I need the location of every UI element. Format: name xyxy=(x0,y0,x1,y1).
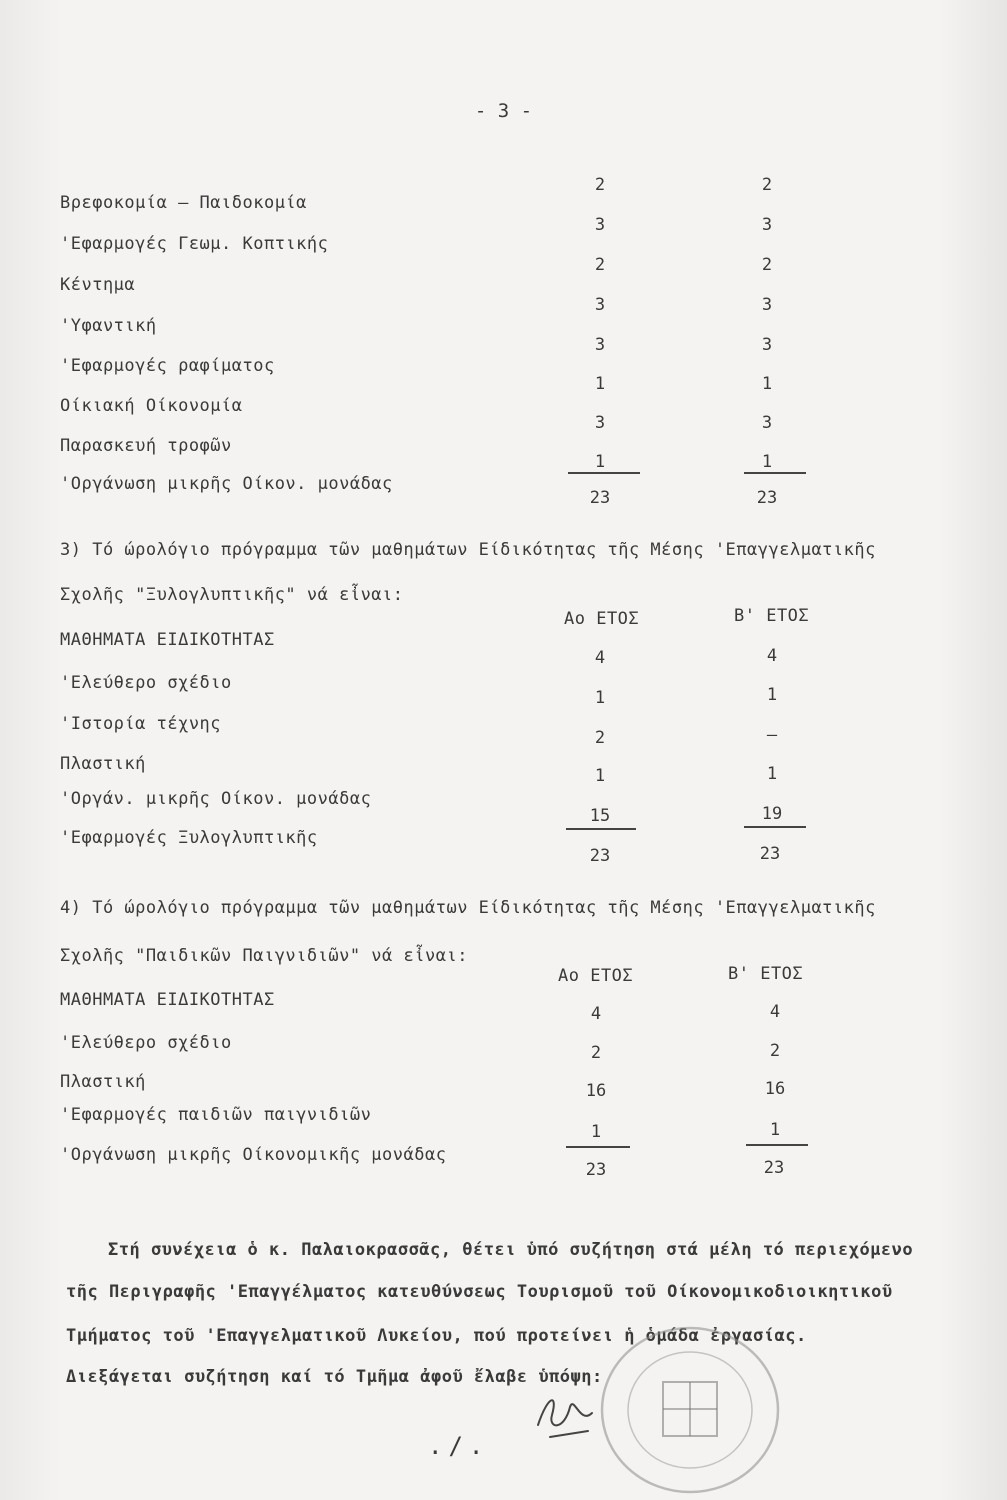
page-number: - 3 - xyxy=(474,100,533,122)
value-year-a: 1 xyxy=(594,374,606,394)
value-year-a: 3 xyxy=(594,295,606,315)
value-year-a: 1 xyxy=(590,1122,602,1142)
column-header-year-a: Αο ΕΤΟΣ xyxy=(564,609,640,629)
row-label: 'Εφαρμογές παιδιῶν παιγνιδιῶν xyxy=(60,1105,372,1125)
value-year-a: 2 xyxy=(594,255,606,275)
value-year-b: 3 xyxy=(761,413,773,433)
value-year-a: 1 xyxy=(594,688,606,708)
value-year-b: 1 xyxy=(761,452,773,472)
section-intro: 3) Τό ώρολόγιο πρόγραμμα τῶν μαθημάτων Είδικότητας τῆς Μέσης 'Επαγγελματικῆς xyxy=(60,540,876,560)
value-year-b: 3 xyxy=(761,215,773,235)
total-year-b: 23 xyxy=(759,844,781,864)
total-year-b: 23 xyxy=(756,488,778,508)
row-label: Κέντημα xyxy=(60,275,136,295)
value-year-a: 15 xyxy=(589,806,611,826)
row-label: 'Οργάνωση μικρῆς Οίκονομικῆς μονάδας xyxy=(60,1145,447,1165)
row-label: Παρασκευή τροφῶν xyxy=(60,436,232,456)
value-year-b: 1 xyxy=(761,374,773,394)
row-label: 'Ελεύθερο σχέδιο xyxy=(60,673,232,693)
signature xyxy=(530,1385,600,1445)
row-label: 'Υφαντική xyxy=(60,316,157,336)
value-year-b: 3 xyxy=(761,295,773,315)
value-year-a: 4 xyxy=(590,1004,602,1024)
value-year-b: 1 xyxy=(766,764,778,784)
row-label: Πλαστική xyxy=(60,1072,146,1092)
value-year-b: 16 xyxy=(764,1079,786,1099)
row-label: Πλαστική xyxy=(60,754,146,774)
value-year-a: 3 xyxy=(594,413,606,433)
value-year-a: 3 xyxy=(594,335,606,355)
value-year-a: 2 xyxy=(594,175,606,195)
section-heading: ΜΑΘΗΜΑΤΑ ΕΙΔΙΚΟΤΗΤΑΣ xyxy=(60,990,275,1010)
total-rule xyxy=(746,1144,808,1146)
paragraph-line: Τμήματος τοῦ 'Επαγγελματικοῦ Λυκείου, πού προτείνει ἡ ὁμάδα ἐργασίας. xyxy=(66,1326,807,1346)
section-heading: ΜΑΘΗΜΑΤΑ ΕΙΔΙΚΟΤΗΤΑΣ xyxy=(60,630,275,650)
value-year-a: 2 xyxy=(590,1043,602,1063)
value-year-a: 1 xyxy=(594,766,606,786)
row-label: 'Οργάν. μικρῆς Οίκον. μονάδας xyxy=(60,789,372,809)
row-label: Βρεφοκομία – Παιδοκομία xyxy=(60,193,307,213)
section-intro: Σχολῆς "Παιδικῶν Παιγνιδιῶν" νά εἶναι: xyxy=(60,946,468,966)
total-year-a: 23 xyxy=(589,488,611,508)
official-stamp xyxy=(585,1320,785,1500)
value-year-b: 4 xyxy=(769,1002,781,1022)
total-rule xyxy=(566,828,636,830)
row-label: 'Ελεύθερο σχέδιο xyxy=(60,1033,232,1053)
continuation-mark: ./. xyxy=(428,1432,490,1460)
column-header-year-a: Αο ΕΤΟΣ xyxy=(558,966,634,986)
section-intro: 4) Τό ώρολόγιο πρόγραμμα τῶν μαθημάτων Είδικότητας τῆς Μέσης 'Επαγγελματικῆς xyxy=(60,898,876,918)
total-rule xyxy=(568,472,640,474)
total-year-b: 23 xyxy=(763,1158,785,1178)
value-year-b: 2 xyxy=(769,1041,781,1061)
column-header-year-b: Β' ΕΤΟΣ xyxy=(734,606,810,626)
paragraph-line: τῆς Περιγραφῆς 'Επαγγέλματος κατευθύνσεως Τουρισμοῦ τοῦ Οίκονομικοδιοικητικοῦ xyxy=(66,1282,893,1302)
section-intro: Σχολῆς "Ξυλογλυπτικῆς" νά εἶναι: xyxy=(60,585,404,605)
column-header-year-b: Β' ΕΤΟΣ xyxy=(728,964,804,984)
value-year-b: 2 xyxy=(761,175,773,195)
value-year-a: 16 xyxy=(585,1081,607,1101)
value-year-b: 19 xyxy=(761,804,783,824)
row-label: 'Εφαρμογές Γεωμ. Κοπτικής xyxy=(60,234,329,254)
value-year-a: 2 xyxy=(594,728,606,748)
row-label: 'Οργάνωση μικρῆς Οίκον. μονάδας xyxy=(60,474,393,494)
paragraph-line: Στή συνέχεια ὁ κ. Παλαιοκρασσᾶς, θέτει ὑπό συζήτηση στά μέλη τό περιεχόμενο xyxy=(108,1240,914,1260)
total-rule xyxy=(744,472,806,474)
paragraph-line: Διεξάγεται συζήτηση καί τό Τμῆμα ἀφοῦ ἔλαβε ὑπόψη: xyxy=(66,1367,603,1387)
row-label: 'Εφαρμογές Ξυλογλυπτικῆς xyxy=(60,828,318,848)
value-year-b: 1 xyxy=(769,1120,781,1140)
value-year-b: 4 xyxy=(766,646,778,666)
row-label: 'Εφαρμογές ραφίματος xyxy=(60,356,275,376)
value-year-b: 3 xyxy=(761,335,773,355)
total-rule xyxy=(566,1146,630,1148)
total-rule xyxy=(744,826,806,828)
value-year-a: 3 xyxy=(594,215,606,235)
value-year-b: 1 xyxy=(766,685,778,705)
value-year-b: – xyxy=(766,725,778,745)
total-year-a: 23 xyxy=(589,846,611,866)
value-year-a: 1 xyxy=(594,452,606,472)
value-year-b: 2 xyxy=(761,255,773,275)
value-year-a: 4 xyxy=(594,648,606,668)
row-label: 'Ιστορία τέχνης xyxy=(60,714,222,734)
row-label: Οίκιακή Οίκονομία xyxy=(60,396,243,416)
total-year-a: 23 xyxy=(585,1160,607,1180)
